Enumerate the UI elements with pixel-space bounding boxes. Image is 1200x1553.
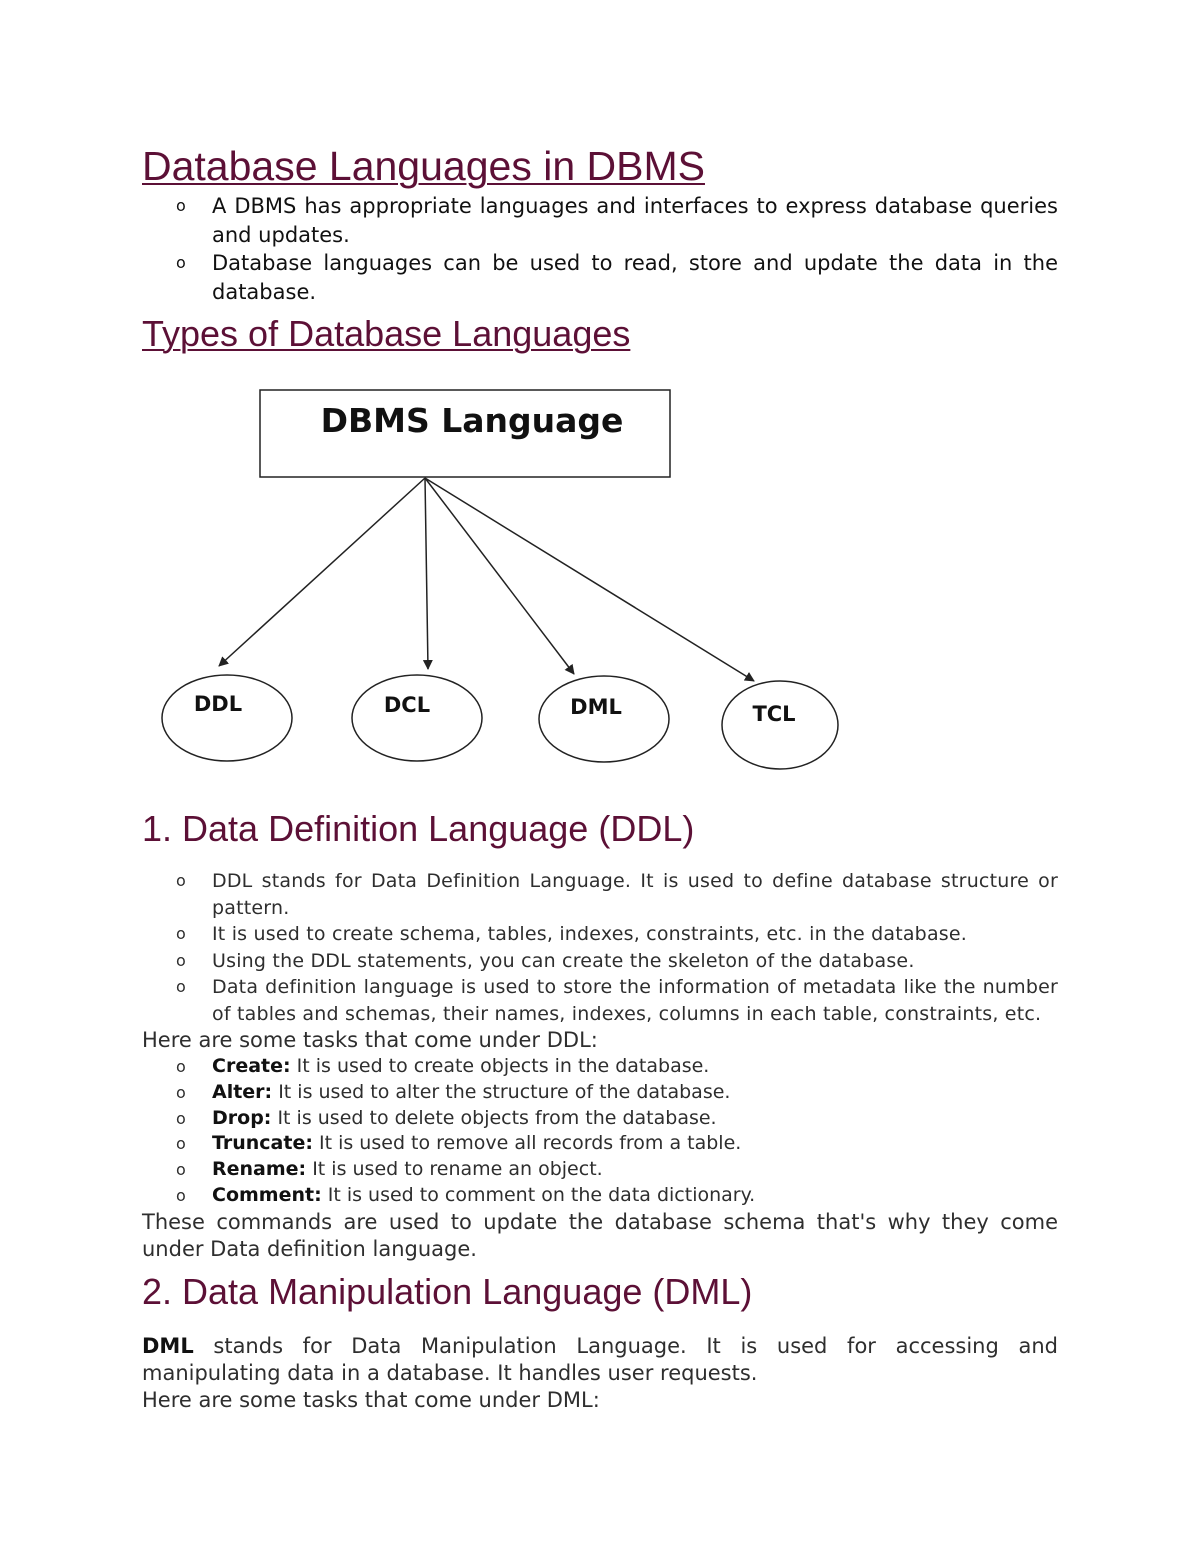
list-item: o DDL stands for Data Definition Language. It is used to define database structure or pattern.: [176, 870, 1058, 919]
task-desc: It is used to alter the structure of the database.: [278, 1080, 731, 1103]
dml-node: [539, 676, 669, 762]
bullet-icon: o: [176, 196, 186, 215]
ddl-node: [162, 675, 292, 761]
list-item: o A DBMS has appropriate languages and interfaces to express database queries and updates.: [176, 194, 1058, 247]
dcl-node-label: DCL: [383, 693, 431, 717]
bullet-icon: o: [176, 871, 186, 890]
task-desc: It is used to comment on the data dictionary.: [327, 1183, 756, 1206]
task-name: Truncate:: [212, 1132, 313, 1155]
connector-dcl: [425, 478, 428, 669]
dml-paragraph: DML stands for Data Manipulation Language. It is used for accessing and manipulating data in a database. It handles user requests.: [142, 1333, 1058, 1385]
task-desc: It is used to delete objects from the database.: [277, 1106, 717, 1129]
ddl-closing-paragraph: These commands are used to update the database schema that's why they come under Data definition language.: [142, 1209, 1058, 1261]
dml-heading: 2. Data Manipulation Language (DML): [142, 1270, 753, 1312]
list-item: o Database languages can be used to read, store and update the data in the database.: [176, 251, 1058, 304]
list-item: o Using the DDL statements, you can create the skeleton of the database.: [142, 948, 1058, 975]
intro-list: [142, 192, 1058, 306]
bullet-icon: o: [176, 253, 186, 272]
task-item: [142, 1106, 1058, 1132]
bullet-icon: o: [176, 1160, 186, 1180]
ddl-tasks-intro: Here are some tasks that come under DDL:: [142, 1028, 598, 1052]
task-desc: It is used to remove all records from a table.: [319, 1132, 742, 1155]
task-item: [142, 1080, 1058, 1106]
task-name: Drop:: [212, 1106, 272, 1129]
task-name: Comment:: [212, 1183, 322, 1206]
connector-tcl: [425, 478, 754, 681]
bullet-icon: o: [176, 977, 186, 996]
dbms-language-diagram: [142, 386, 852, 786]
bullet-icon: o: [176, 1134, 186, 1154]
tcl-node-label: TCL: [752, 702, 796, 726]
task-item: [142, 1183, 1058, 1209]
dcl-node: [352, 675, 482, 761]
bullet-icon: o: [176, 1082, 186, 1102]
ddl-node-label: DDL: [193, 692, 243, 716]
types-heading: Types of Database Languages: [142, 313, 631, 354]
task-item: [142, 1054, 1058, 1080]
list-item: o Data definition language is used to store the information of metadata like the number of tables and schemas, their names, indexes, columns in each table, constraints, etc.: [176, 976, 1058, 1025]
list-item: o It is used to create schema, tables, indexes, constraints, etc. in the database.: [142, 921, 1058, 948]
task-name: Alter:: [212, 1080, 273, 1103]
ddl-heading: 1. Data Definition Language (DDL): [142, 808, 695, 849]
task-item: [142, 1157, 1058, 1183]
page-title: Database Languages in DBMS: [142, 143, 705, 189]
task-desc: It is used to create objects in the database.: [296, 1055, 710, 1077]
bullet-icon: o: [176, 1108, 186, 1128]
task-item: [142, 1131, 1058, 1157]
dml-tasks-intro: Here are some tasks that come under DML:: [142, 1387, 600, 1412]
ddl-bullet-list: [142, 868, 1058, 1027]
bullet-icon: o: [176, 1185, 186, 1205]
dml-abbr: DML: [142, 1333, 194, 1358]
bullet-icon: o: [176, 950, 186, 970]
task-desc: It is used to rename an object.: [312, 1158, 603, 1181]
task-name: Rename:: [212, 1158, 307, 1181]
bullet-icon: o: [176, 924, 186, 943]
connector-ddl: [219, 478, 425, 666]
bullet-icon: o: [176, 1057, 186, 1076]
ddl-task-list: [142, 1054, 1058, 1209]
dml-node-label: DML: [570, 695, 622, 719]
task-name: Create:: [212, 1055, 291, 1077]
connector-dml: [425, 478, 574, 674]
root-label: DBMS Language: [320, 401, 624, 440]
